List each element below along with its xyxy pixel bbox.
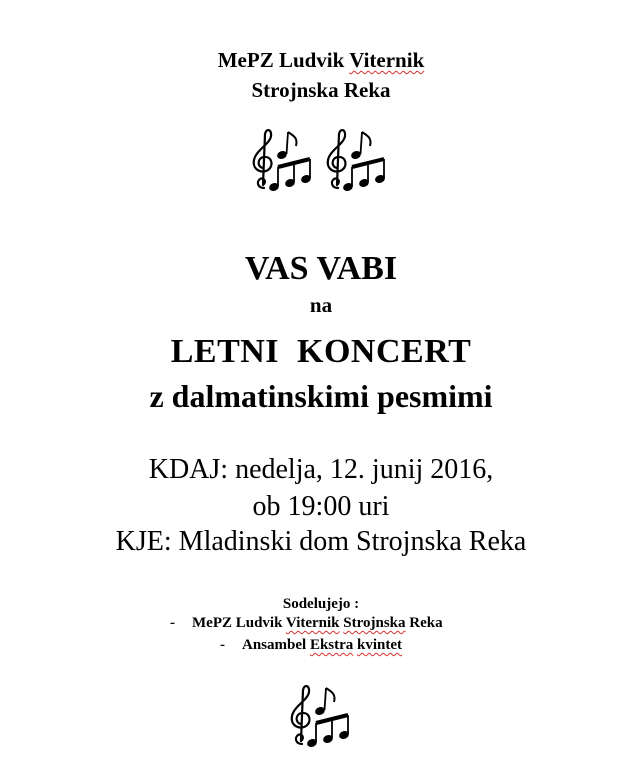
eighth-note-icon	[276, 132, 297, 160]
participant-flagged-word: Strojnska	[343, 615, 406, 631]
organization-prefix: MePZ Ludvik	[217, 48, 350, 72]
treble-clef-icon	[328, 130, 346, 188]
participant-item	[220, 636, 402, 654]
list-dash: -	[220, 637, 225, 653]
organization-name	[0, 48, 642, 72]
list-dash: -	[170, 615, 175, 631]
participant-prefix: MePZ Ludvik	[192, 615, 286, 631]
concert-subtitle: z dalmatinskimi pesmimi	[149, 378, 493, 414]
participant-flagged-word: Viternik	[285, 615, 340, 631]
participant-flagged-word: kvintet	[357, 637, 403, 653]
beamed-notes-icon	[342, 159, 386, 192]
event-location: KJE: Mladinski dom Strojnska Reka	[115, 526, 527, 557]
invitation-connector: na	[309, 293, 333, 317]
event-date: KDAJ: nedelja, 12. junij 2016,	[148, 454, 494, 485]
concert-title: LETNI KONCERT	[170, 333, 472, 370]
beamed-notes-icon	[268, 159, 312, 192]
music-notes-icon	[246, 126, 394, 196]
beamed-notes-icon	[306, 715, 350, 748]
treble-clef-icon	[254, 130, 272, 188]
eighth-note-icon	[314, 688, 335, 716]
invitation-heading: VAS VABI	[244, 250, 398, 287]
participants-heading: Sodelujejo :	[282, 596, 360, 612]
organization-surname: Viternik	[349, 48, 425, 72]
participant-flagged-word: Ekstra	[309, 637, 354, 653]
eighth-note-icon	[350, 132, 371, 160]
participant-item	[170, 614, 443, 632]
organization-location: Strojnska Reka	[251, 78, 391, 102]
participant-prefix: Ansambel	[242, 637, 310, 653]
participant-suffix: Reka	[405, 615, 443, 631]
treble-clef-icon	[292, 686, 310, 744]
music-notes-icon	[284, 682, 358, 752]
event-time: ob 19:00 uri	[252, 491, 390, 522]
